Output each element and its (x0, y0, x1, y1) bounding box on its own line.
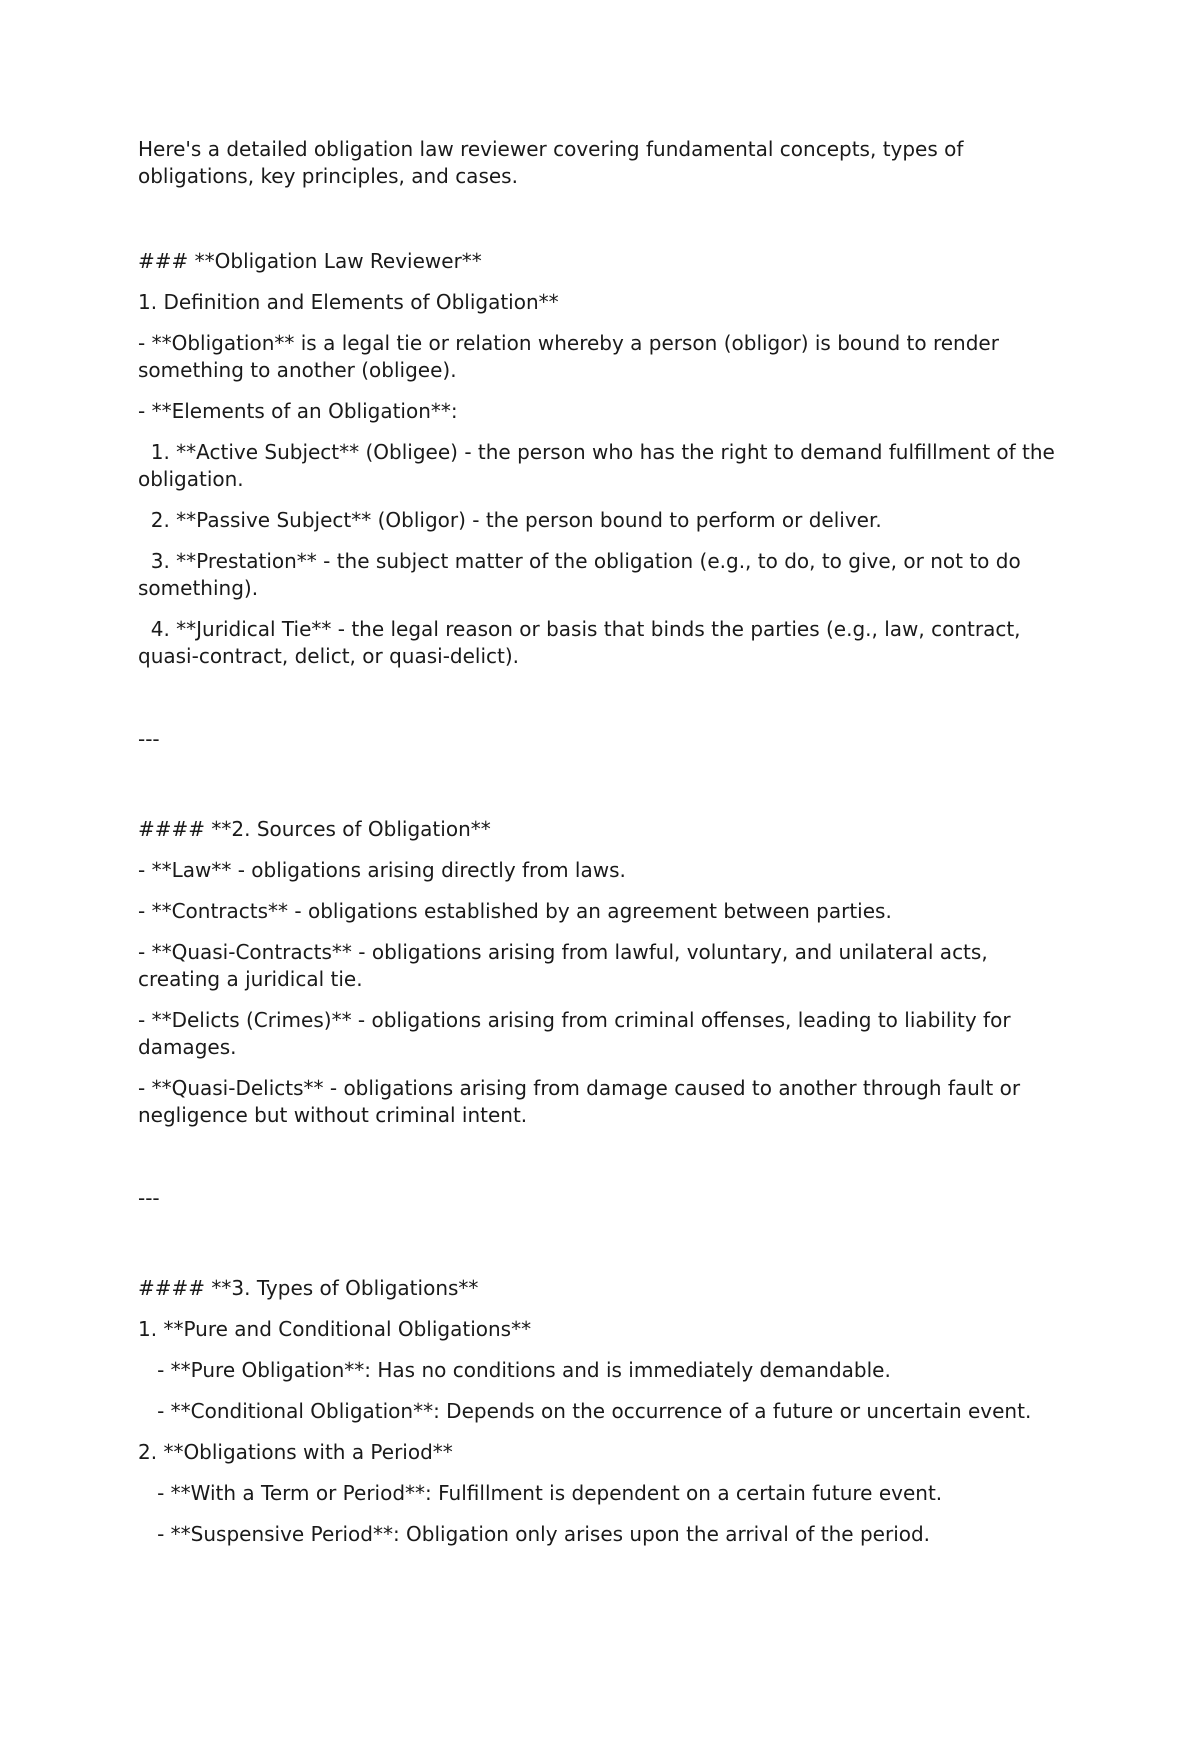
spacer (138, 684, 1058, 726)
element-item: 2. **Passive Subject** (Obligor) - the person bound to perform or deliver. (138, 508, 882, 532)
type-subitem: - **Suspensive Period**: Obligation only arises upon the arrival of the period. (138, 1522, 931, 1546)
source-item: - **Law** - obligations arising directly from laws. (138, 858, 626, 882)
type-subitem: - **Conditional Obligation**: Depends on the occurrence of a future or uncertain event. (138, 1399, 1032, 1423)
spacer (138, 753, 1058, 795)
spacer (138, 795, 1058, 816)
element-item: 3. **Prestation** - the subject matter of the obligation (e.g., to do, to give, or not to do something). (138, 549, 1028, 600)
element-item: 4. **Juridical Tie** - the legal reason or basis that binds the parties (e.g., law, contract, quasi-contract, delict, or quasi-delict). (138, 617, 1027, 668)
section3-heading: #### **3. Types of Obligations** (138, 1276, 479, 1300)
source-item: - **Delicts (Crimes)** - obligations arising from criminal offenses, leading to liability for damages. (138, 1008, 1017, 1059)
element-item: 1. **Active Subject** (Obligee) - the person who has the right to demand fulfillment of the obligation. (138, 440, 1062, 491)
section2-heading: #### **2. Sources of Obligation** (138, 817, 491, 841)
spacer (138, 1212, 1058, 1254)
type-item: 2. **Obligations with a Period** (138, 1440, 453, 1464)
spacer (138, 204, 1058, 248)
source-item: - **Quasi-Contracts** - obligations arising from lawful, voluntary, and unilateral acts, creating a juridical tie. (138, 940, 995, 991)
spacer (138, 1254, 1058, 1275)
horizontal-separator: --- (138, 1186, 160, 1210)
obligation-definition: - **Obligation** is a legal tie or relation whereby a person (obligor) is bound to render something to another (obligee). (138, 331, 1006, 382)
type-item: 1. **Pure and Conditional Obligations** (138, 1317, 532, 1341)
spacer (138, 1143, 1058, 1185)
document-body (138, 136, 1062, 1562)
elements-label: - **Elements of an Obligation**: (138, 399, 458, 423)
section1-subheading: 1. Definition and Elements of Obligation** (138, 290, 559, 314)
source-item: - **Contracts** - obligations established by an agreement between parties. (138, 899, 892, 923)
horizontal-separator: --- (138, 727, 160, 751)
section1-heading: ### **Obligation Law Reviewer** (138, 249, 482, 273)
type-subitem: - **With a Term or Period**: Fulfillment is dependent on a certain future event. (138, 1481, 943, 1505)
intro-paragraph: Here's a detailed obligation law reviewer covering fundamental concepts, types of obligations, key principles, and cases. (138, 137, 970, 188)
source-item: - **Quasi-Delicts** - obligations arising from damage caused to another through fault or negligence but without criminal intent. (138, 1076, 1027, 1127)
type-subitem: - **Pure Obligation**: Has no conditions and is immediately demandable. (138, 1358, 891, 1382)
